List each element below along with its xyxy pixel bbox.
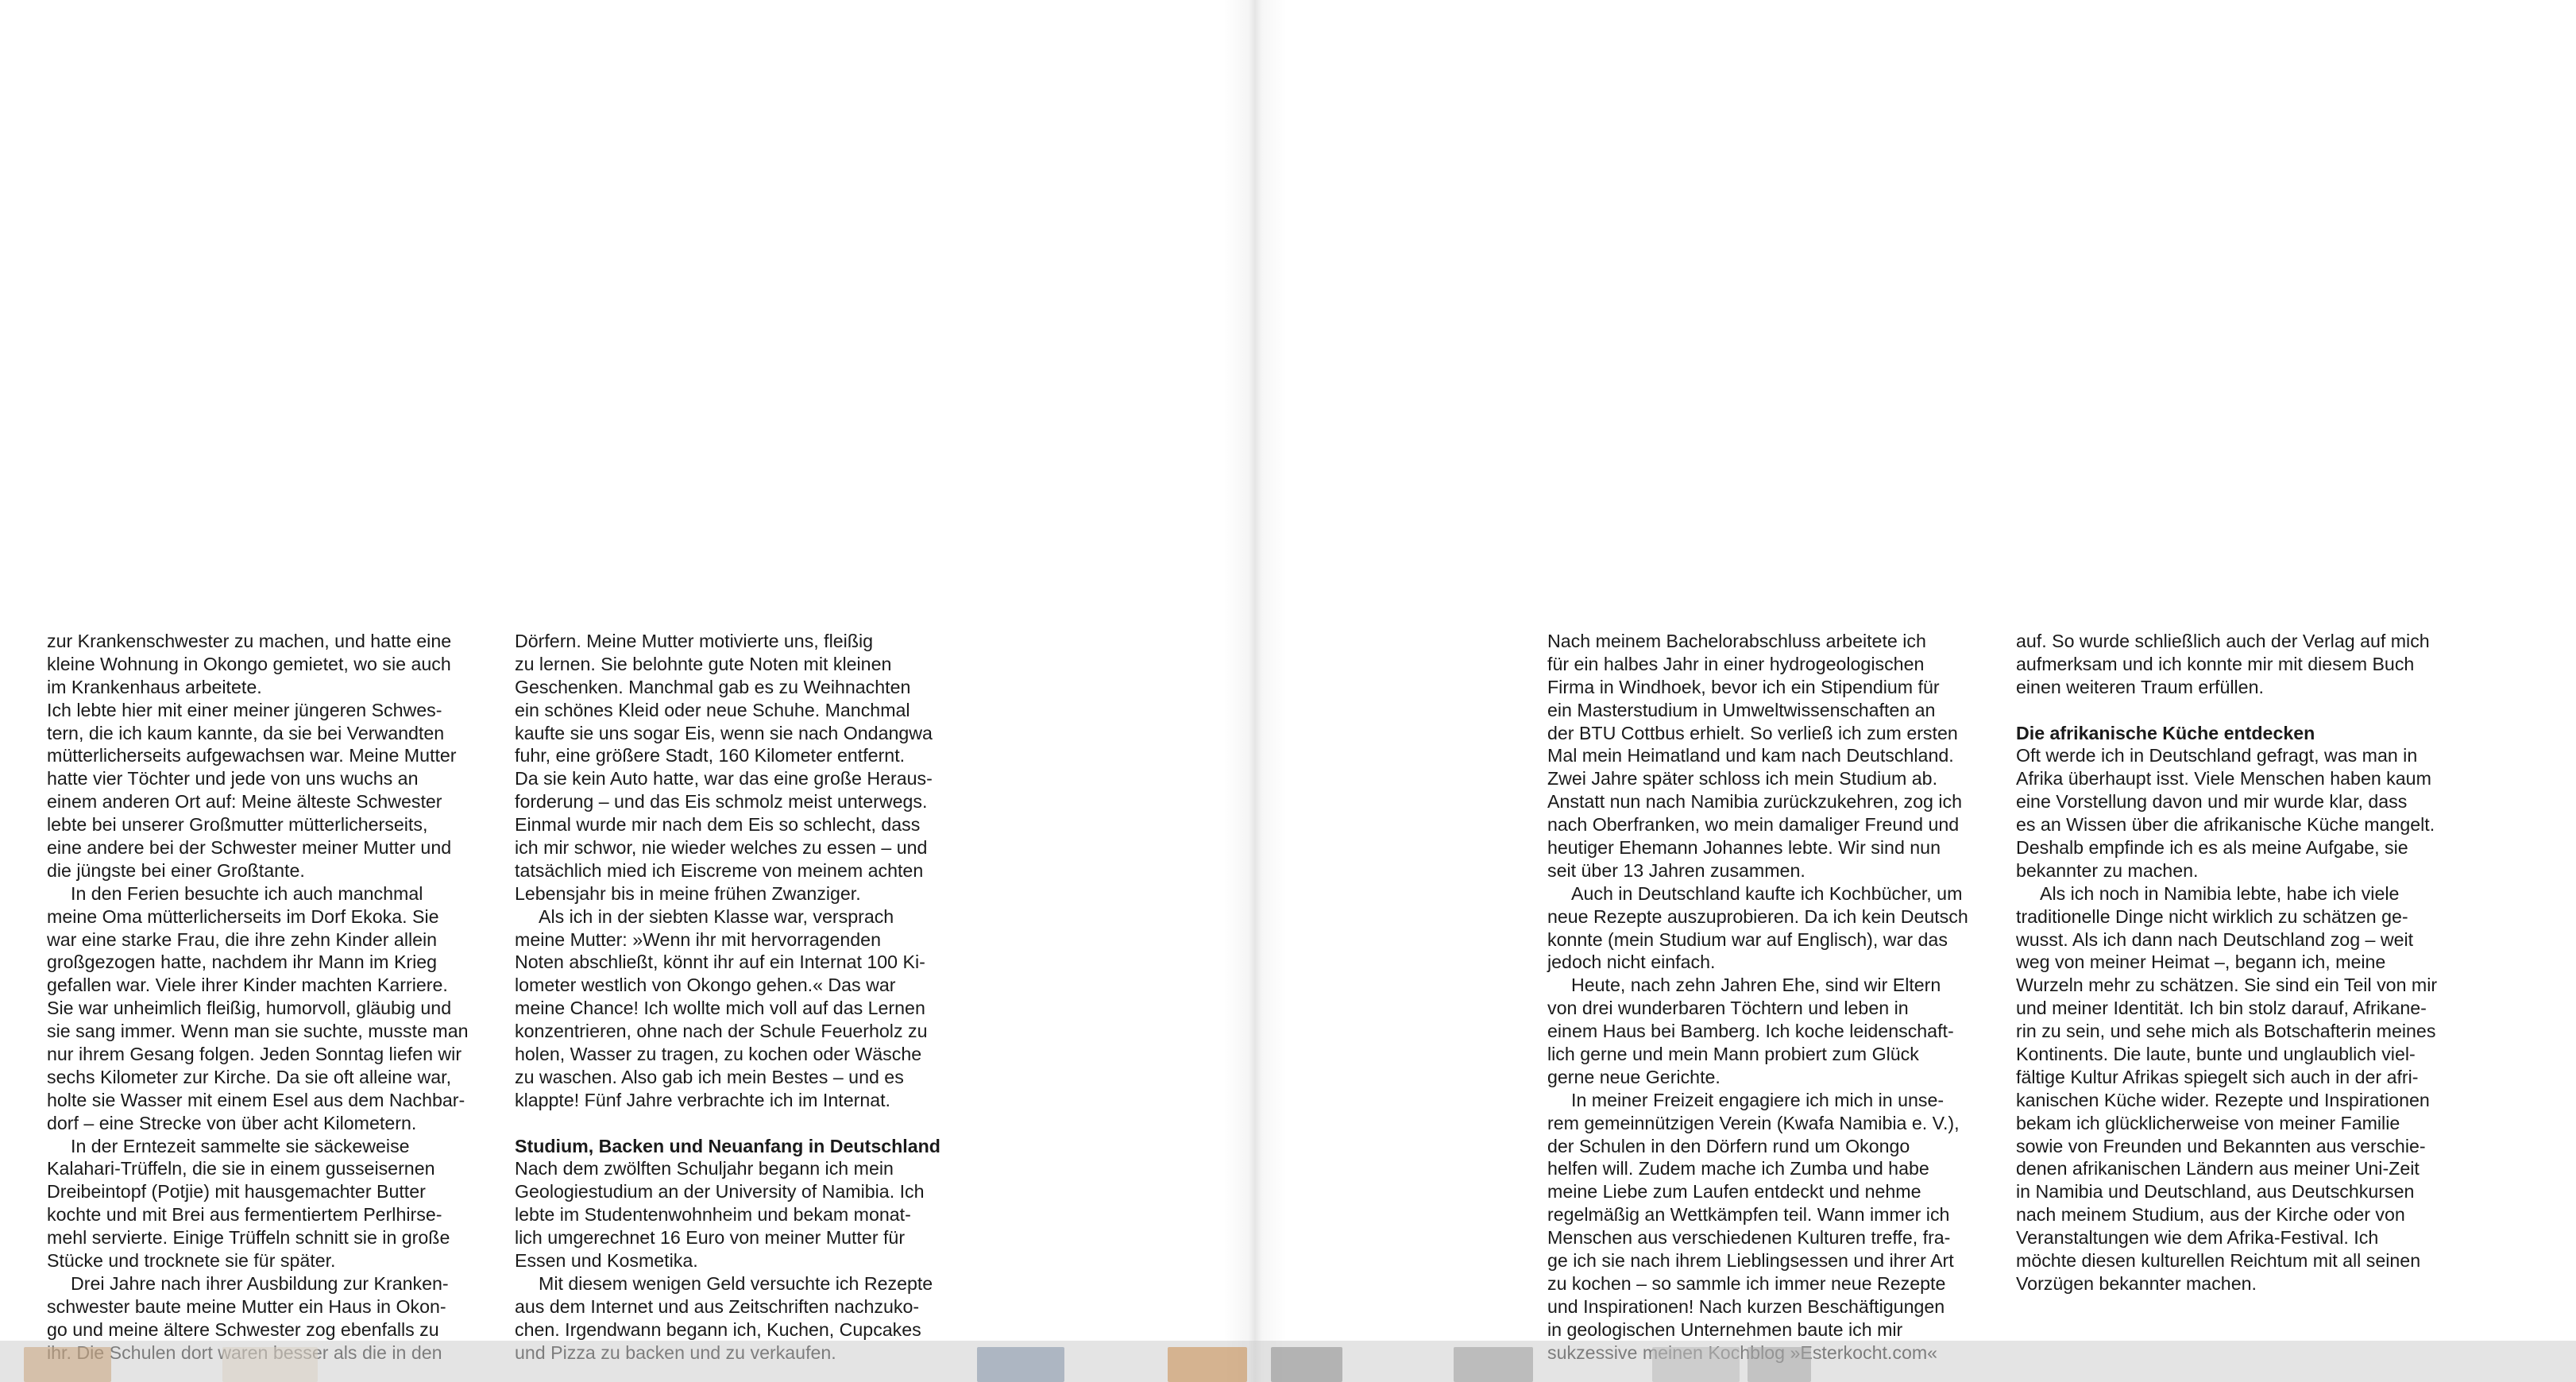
paragraph-spacer <box>515 1112 940 1135</box>
text-line: sechs Kilometer zur Kirche. Da sie oft alleine war, <box>47 1066 452 1087</box>
text-line: rin zu sein, und sehe mich als Botschafterin meines <box>2016 1021 2436 1042</box>
text-line: Vorzügen bekannter machen. <box>2016 1272 2257 1294</box>
paragraph-spacer <box>2016 699 2437 722</box>
text-line: Nach meinem Bachelorabschluss arbeitete ich <box>1547 631 1926 651</box>
text-line: Oft werde ich in Deutschland gefragt, was man in <box>2016 745 2418 766</box>
text-line: kleine Wohnung in Okongo gemietet, wo sie auch <box>47 653 451 674</box>
text-line: war eine starke Frau, die ihre zehn Kinder allein <box>47 928 438 950</box>
text-line: Dreibeintopf (Potjie) mit hausgemachter Butter <box>47 1181 426 1202</box>
text-column-1 <box>47 630 469 1365</box>
text-line: zu waschen. Also gab ich mein Bestes – und es <box>515 1066 904 1087</box>
text-line: lich umgerechnet 16 Euro von meiner Mutter für <box>515 1227 906 1249</box>
text-line: Wurzeln mehr zu schätzen. Sie sind ein Teil von mir <box>2016 975 2438 996</box>
text-line: neue Rezepte auszuprobieren. Da ich kein Deutsch <box>1547 905 1968 927</box>
text-line: lebte im Studentenwohnheim und bekam monat- <box>515 1204 911 1226</box>
page-thumbnail[interactable] <box>1748 1347 1811 1382</box>
text-line: Lebensjahr bis in meine frühen Zwanziger. <box>515 882 861 904</box>
text-line: sowie von Freunden und Bekannten aus verschie- <box>2016 1135 2426 1156</box>
text-line: klappte! Fünf Jahre verbrachte ich im Internat. <box>515 1089 891 1110</box>
text-line: chen. Irgendwann begann ich, Kuchen, Cupcakes <box>515 1318 921 1340</box>
text-line: es an Wissen über die afrikanische Küche mangelt. <box>2016 814 2435 836</box>
text-line: kanischen Küche wider. Rezepte und Inspirationen <box>2016 1089 2430 1110</box>
text-line: In den Ferien besuchte ich auch manchmal <box>71 882 423 904</box>
text-line: meine Oma mütterlicherseits im Dorf Ekoka. Sie <box>47 905 439 927</box>
text-column-3 <box>1547 630 1968 1365</box>
text-line: Heute, nach zehn Jahren Ehe, sind wir Eltern <box>1571 975 1941 996</box>
text-line: heutiger Ehemann Johannes lebte. Wir sind nun <box>1547 837 1941 859</box>
text-line: aus dem Internet und aus Zeitschriften nachzuko- <box>515 1295 920 1317</box>
text-line: meine Mutter: »Wenn ihr mit hervorragenden <box>515 928 881 950</box>
text-line: konzentrieren, ohne nach der Schule Feuerholz zu <box>515 1021 928 1042</box>
text-line: möchte diesen kulturellen Reichtum mit all seinen <box>2016 1250 2421 1272</box>
text-line: Sie war unheimlich fleißig, humorvoll, gläubig und <box>47 998 452 1019</box>
page-thumbnail[interactable] <box>1652 1347 1740 1382</box>
text-line: Geologiestudium an der University of Namibia. Ich <box>515 1181 925 1202</box>
text-line: lich gerne und mein Mann probiert zum Glück <box>1547 1044 1919 1065</box>
text-column-2 <box>515 630 940 1365</box>
text-line: auf. So wurde schließlich auch der Verlag auf mich <box>2016 631 2430 651</box>
text-line: einem Haus bei Bamberg. Ich koche leidenschaft- <box>1547 1021 1954 1042</box>
text-line: der BTU Cottbus erhielt. So verließ ich zum ersten <box>1547 722 1958 743</box>
text-line: Kontinents. Die laute, bunte und unglaublich viel- <box>2016 1044 2416 1065</box>
text-line: holte sie Wasser mit einem Esel aus dem Nachbar- <box>47 1089 465 1110</box>
text-line: rem gemeinnützigen Verein (Kwafa Namibia e. V.), <box>1547 1112 1960 1133</box>
text-line: kochte und mit Brei aus fermentiertem Perlhirse- <box>47 1204 442 1226</box>
text-line: jedoch nicht einfach. <box>1547 952 1716 973</box>
text-line: In meiner Freizeit engagiere ich mich in unse- <box>1571 1089 1945 1110</box>
text-line: ein schönes Kleid oder neue Schuhe. Manchmal <box>515 699 910 720</box>
text-line: Essen und Kosmetika. <box>515 1250 698 1272</box>
text-line: nach Oberfranken, wo mein damaliger Freund und <box>1547 814 1960 836</box>
text-line: eine Vorstellung davon und mir wurde klar, dass <box>2016 791 2408 813</box>
text-line: zur Krankenschwester zu machen, und hatte eine <box>47 631 452 651</box>
text-line: Zwei Jahre später schloss ich mein Studium ab. <box>1547 768 1938 789</box>
text-line: ge ich sie nach ihrem Lieblingsessen und ihrer Art <box>1547 1250 1954 1272</box>
text-line: Anstatt nun nach Namibia zurückzukehren, zog ich <box>1547 791 1963 813</box>
text-line: ein Masterstudium in Umweltwissenschaften an <box>1547 699 1936 720</box>
text-line: und meiner Identität. Ich bin stolz darauf, Afrikane- <box>2016 998 2427 1019</box>
text-line: Veranstaltungen wie dem Afrika-Festival. Ich <box>2016 1227 2379 1249</box>
text-line: sie sang immer. Wenn man sie suchte, musste man <box>47 1021 469 1042</box>
text-line: mehl servierte. Einige Trüffeln schnitt sie in große <box>47 1227 450 1249</box>
text-line: großgezogen hatte, nachdem ihr Mann im Krieg <box>47 952 438 973</box>
text-line: wusst. Als ich dann nach Deutschland zog – weit <box>2016 928 2414 950</box>
text-line: meine Chance! Ich wollte mich voll auf das Lernen <box>515 998 925 1019</box>
page-thumbnail[interactable] <box>1271 1347 1342 1382</box>
text-line: der Schulen in den Dörfern rund um Okongo <box>1547 1135 1910 1156</box>
text-line: Auch in Deutschland kaufte ich Kochbücher, um <box>1571 882 1963 904</box>
text-line: zu kochen – so sammle ich immer neue Rezepte <box>1547 1272 1946 1294</box>
section-heading: Studium, Backen und Neuanfang in Deutschland <box>515 1135 940 1156</box>
page-thumbnail[interactable] <box>977 1347 1064 1382</box>
text-line: nur ihrem Gesang folgen. Jeden Sonntag liefen wir <box>47 1044 462 1065</box>
text-line: Mal mein Heimatland und kam nach Deutschland. <box>1547 745 1954 766</box>
text-line: Als ich in der siebten Klasse war, versprach <box>539 905 894 927</box>
text-line: holen, Wasser zu tragen, zu kochen oder Wäsche <box>515 1044 922 1065</box>
text-line: Ich lebte hier mit einer meiner jüngeren Schwes- <box>47 699 442 720</box>
text-line: schwester baute meine Mutter ein Haus in Okon- <box>47 1295 446 1317</box>
text-line: Firma in Windhoek, bevor ich ein Stipendium für <box>1547 676 1940 697</box>
text-line: hatte vier Töchter und jede von uns wuchs an <box>47 768 419 789</box>
page-thumbnail[interactable] <box>1168 1347 1247 1382</box>
text-line: Kalahari-Trüffeln, die sie in einem gusseisernen <box>47 1158 435 1179</box>
text-line: bekam ich glücklicherweise von meiner Familie <box>2016 1112 2400 1133</box>
text-line: dorf – eine Strecke von über acht Kilometern. <box>47 1112 417 1133</box>
section-heading: Die afrikanische Küche entdecken <box>2016 722 2315 743</box>
text-line: die jüngste bei einer Großtante. <box>47 859 305 881</box>
text-line: einem anderen Ort auf: Meine älteste Schwester <box>47 791 442 813</box>
text-line: fuhr, eine größere Stadt, 160 Kilometer entfernt. <box>515 745 906 766</box>
text-line: im Krankenhaus arbeitete. <box>47 676 262 697</box>
text-line: zu lernen. Sie belohnte gute Noten mit kleinen <box>515 653 892 674</box>
text-line: Stücke und trocknete sie für später. <box>47 1250 336 1272</box>
text-line: In der Erntezeit sammelte sie säckeweise <box>71 1135 410 1156</box>
text-line: go und meine ältere Schwester zog ebenfalls zu <box>47 1318 439 1340</box>
text-line: helfen will. Zudem mache ich Zumba und habe <box>1547 1158 1929 1179</box>
text-line: Dörfern. Meine Mutter motivierte uns, fleißig <box>515 631 874 651</box>
text-line: einen weiteren Traum erfüllen. <box>2016 676 2264 697</box>
text-line: in geologischen Unternehmen baute ich mir <box>1547 1318 1903 1340</box>
text-line: von drei wunderbaren Töchtern und leben in <box>1547 998 1909 1019</box>
text-line: mütterlicherseits aufgewachsen war. Meine Mutter <box>47 745 457 766</box>
text-line: kaufte sie uns sogar Eis, wenn sie nach Ondangwa <box>515 722 933 743</box>
page-thumbnail[interactable] <box>222 1347 318 1382</box>
text-line: Nach dem zwölften Schuljahr begann ich mein <box>515 1158 894 1179</box>
text-line: meine Liebe zum Laufen entdeckt und nehme <box>1547 1181 1921 1202</box>
text-line: gerne neue Gerichte. <box>1547 1066 1721 1087</box>
text-line: eine andere bei der Schwester meiner Mutter und <box>47 837 452 859</box>
text-line: Da sie kein Auto hatte, war das eine große Heraus- <box>515 768 933 789</box>
text-line: forderung – und das Eis schmolz meist unterwegs. <box>515 791 928 813</box>
text-column-4 <box>2016 630 2437 1295</box>
text-line: für ein halbes Jahr in einer hydrogeologischen <box>1547 653 1925 674</box>
text-line: und Inspirationen! Nach kurzen Beschäftigungen <box>1547 1295 1945 1317</box>
text-line: Als ich noch in Namibia lebte, habe ich viele <box>2040 882 2400 904</box>
text-line: tatsächlich mied ich Eiscreme von meinem achten <box>515 859 924 881</box>
text-line: traditionelle Dinge nicht wirklich zu schätzen ge- <box>2016 905 2408 927</box>
text-line: gefallen war. Viele ihrer Kinder machten Karriere. <box>47 975 448 996</box>
text-line: Afrika überhaupt isst. Viele Menschen haben kaum <box>2016 768 2431 789</box>
page-thumbnail[interactable] <box>24 1347 111 1382</box>
text-line: seit über 13 Jahren zusammen. <box>1547 859 1806 881</box>
text-line: Menschen aus verschiedenen Kulturen treffe, fra- <box>1547 1227 1951 1249</box>
text-line: Drei Jahre nach ihrer Ausbildung zur Kranken- <box>71 1272 449 1294</box>
text-line: nach meinem Studium, aus der Kirche oder von <box>2016 1204 2405 1226</box>
text-line: fältige Kultur Afrikas spiegelt sich auch in der afri- <box>2016 1066 2419 1087</box>
page-thumbnail-strip[interactable] <box>0 1341 2576 1382</box>
text-line: bekannter zu machen. <box>2016 859 2199 881</box>
text-line: ich mir schwor, nie wieder welches zu essen – und <box>515 837 928 859</box>
text-line: Noten abschließt, könnt ihr auf ein Internat 100 Ki- <box>515 952 925 973</box>
text-line: Einmal wurde mir nach dem Eis so schlecht, dass <box>515 814 921 836</box>
text-line: Deshalb empfinde ich es als meine Aufgabe, sie <box>2016 837 2408 859</box>
text-line: tern, die ich kaum kannte, da sie bei Verwandten <box>47 722 445 743</box>
text-line: konnte (mein Studium war auf Englisch), war das <box>1547 928 1948 950</box>
text-line: lebte bei unserer Großmutter mütterlicherseits, <box>47 814 428 836</box>
text-line: Geschenken. Manchmal gab es zu Weihnachten <box>515 676 911 697</box>
page-thumbnail[interactable] <box>1454 1347 1533 1382</box>
text-line: Mit diesem wenigen Geld versuchte ich Rezepte <box>539 1272 933 1294</box>
text-line: denen afrikanischen Ländern aus meiner Uni-Zeit <box>2016 1158 2420 1179</box>
text-line: aufmerksam und ich konnte mir mit diesem Buch <box>2016 653 2415 674</box>
text-line: weg von meiner Heimat –, begann ich, meine <box>2016 952 2386 973</box>
text-line: regelmäßig an Wettkämpfen teil. Wann immer ich <box>1547 1204 1950 1226</box>
text-line: lometer westlich von Okongo gehen.« Das war <box>515 975 896 996</box>
text-line: in Namibia und Deutschland, aus Deutschkursen <box>2016 1181 2415 1202</box>
